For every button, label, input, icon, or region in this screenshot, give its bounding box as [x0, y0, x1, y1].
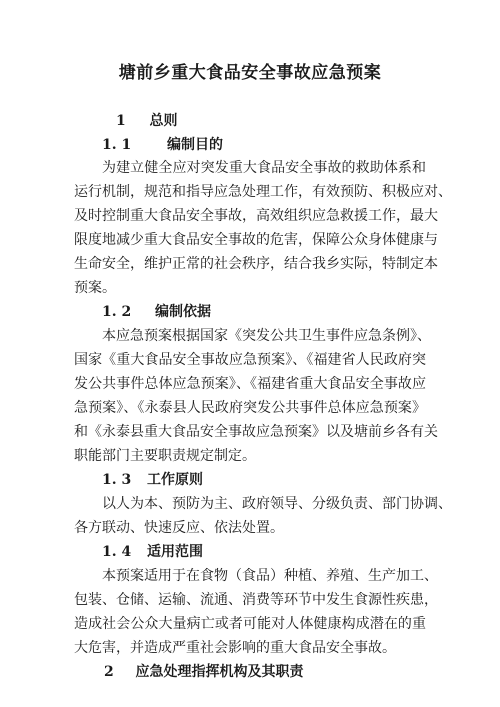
section-heading-1-3: [102, 469, 203, 489]
section-heading-2: [104, 661, 304, 681]
paragraph-line: 职能部门主要职责规定制定。: [74, 448, 256, 464]
section-heading-1-4: [102, 541, 203, 561]
paragraph-line: 预案。: [74, 280, 116, 296]
paragraph-line: 包装、仓储、运输、流通、消费等环节中发生食源性疾患，: [74, 592, 438, 608]
paragraph-line: 造成社会公众大量病亡或者可能对人体健康构成潜在的重: [74, 616, 426, 632]
section-number: 1. 3: [102, 472, 132, 488]
paragraph-line: 为建立健全应对突发重大食品安全事故的救助体系和: [102, 160, 426, 176]
section-number: 1. 4: [102, 544, 132, 560]
page-title: 塘前乡重大食品安全事故应急预案: [118, 63, 382, 83]
section-title: 适用范围: [146, 544, 203, 560]
paragraph-line: 运行机制，规范和指导应急处理工作，有效预防、积极应对、: [74, 184, 452, 200]
paragraph-line: 及时控制重大食品安全事故，高效组织应急救援工作，最大: [74, 208, 438, 224]
section-number: 1: [116, 113, 126, 129]
section-title: 编制目的: [166, 137, 223, 153]
section-title: 编制依据: [154, 304, 211, 320]
section-title: 工作原则: [146, 472, 203, 488]
paragraph-line: 大危害，并造成严重社会影响的重大食品安全事故。: [74, 640, 396, 656]
paragraph-line: 发公共事件总体应急预案》、《福建省重大食品安全事故应: [74, 376, 426, 392]
section-heading-1: [116, 110, 178, 130]
paragraph-line: 限度地减少重大食品安全事故的危害，保障公众身体健康与: [74, 232, 438, 248]
paragraph-line: 本预案适用于在食物（食品）种植、养殖、生产加工、: [102, 568, 438, 584]
paragraph-line: 各方联动、快速反应、依法处置。: [74, 520, 284, 536]
paragraph-line: 国家《重大食品安全事故应急预案》、《福建省人民政府突: [74, 352, 426, 368]
section-number: 2: [104, 664, 114, 680]
section-heading-1-2: [102, 301, 211, 321]
paragraph-line: 急预案》、《永泰县人民政府突发公共事件总体应急预案》: [74, 400, 426, 416]
section-number: 1. 1: [102, 137, 132, 153]
section-number: 1. 2: [102, 304, 132, 320]
section-heading-1-1: [102, 134, 223, 154]
paragraph-line: 生命安全，维护正常的社会秩序，结合我乡实际，特制定本: [74, 256, 438, 272]
paragraph-line: 以人为本、预防为主、政府领导、分级负责、部门协调、: [102, 496, 452, 512]
section-title: 应急处理指挥机构及其职责: [135, 664, 304, 680]
section-title: 总则: [149, 113, 178, 129]
paragraph-line: 和《永泰县重大食品安全事故应急预案》以及塘前乡各有关: [74, 424, 438, 440]
paragraph-line: 本应急预案根据国家《突发公共卫生事件应急条例》、: [102, 328, 431, 344]
